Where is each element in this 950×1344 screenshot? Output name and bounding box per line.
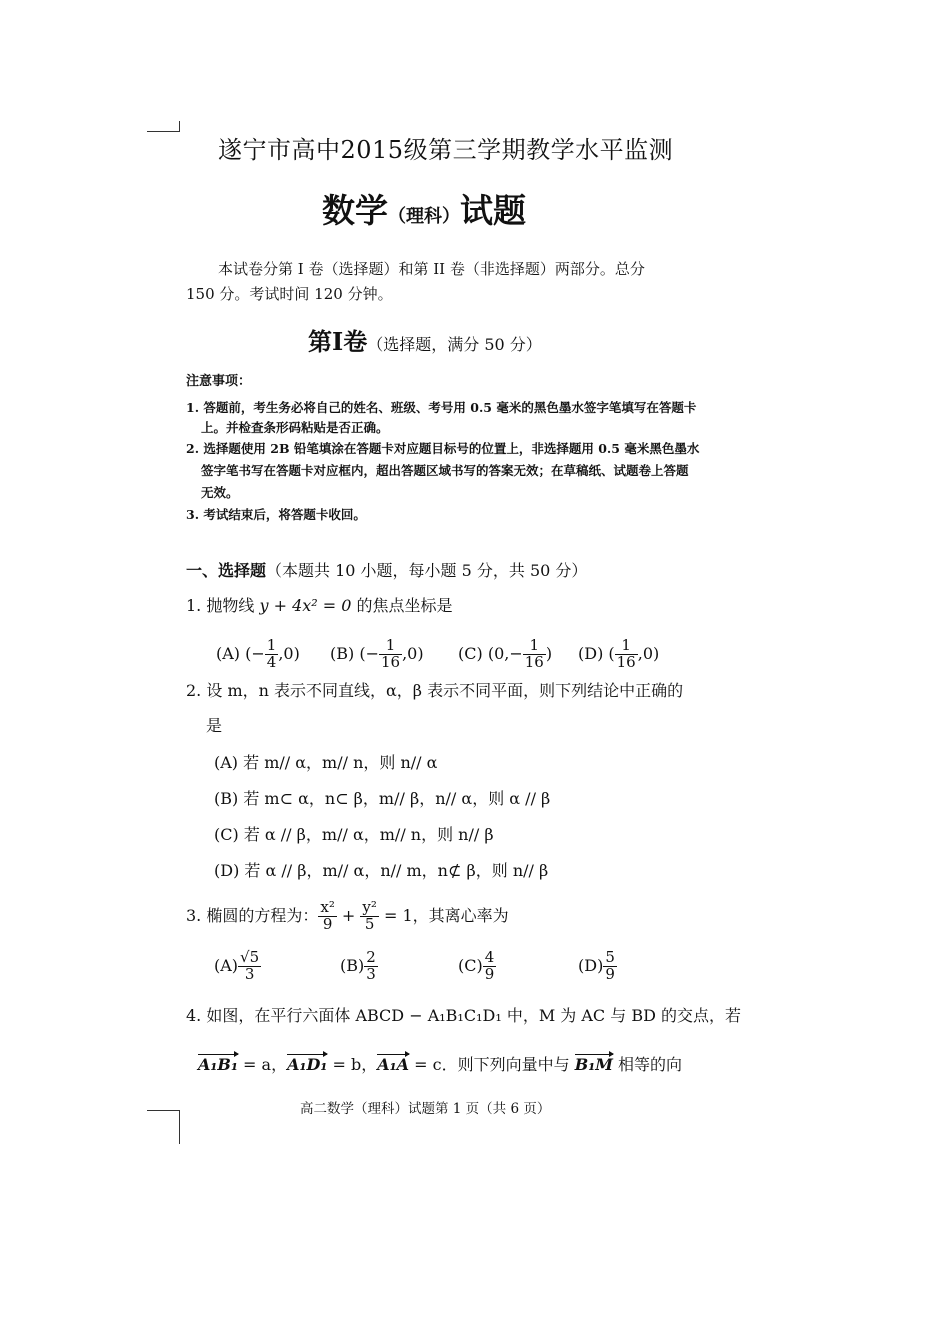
q3-c-fraction: [483, 950, 497, 983]
note-2b: 签字笔书写在答题卡对应框内，超出答题区域书写的答案无效；在草稿纸、试题卷上答题: [201, 463, 689, 478]
title-tail: 试题: [460, 191, 526, 230]
q3-fraction-x: [318, 900, 336, 933]
q1-c-num: 1: [523, 638, 546, 655]
q3-d-fraction: [603, 950, 617, 983]
q3-f2-den: 5: [364, 914, 375, 933]
vector-b1m: B₁M: [574, 1055, 613, 1074]
q3-c-num: 4: [484, 948, 495, 966]
q1-d-label: (D): [578, 643, 604, 663]
q3-stem-post: = 1，其离心率为: [378, 905, 509, 925]
exam-title-line1: 遂宁市高中2015级第三学期教学水平监测: [218, 136, 674, 164]
q1-a-num: 1: [266, 636, 277, 654]
vector-a1a: A₁A: [377, 1055, 410, 1074]
intro-line1: 本试卷分第 I 卷（选择题）和第 II 卷（非选择题）两部分。总分: [218, 260, 645, 278]
q1-b-den: 16: [380, 652, 401, 671]
q4-stem-line2: [198, 1057, 682, 1073]
q2-option-c: (C) 若 α // β，m// α，m// n，则 n// β: [214, 825, 494, 844]
q1-c-fraction: [523, 638, 546, 671]
q3-f1-num: x²: [320, 898, 335, 916]
q3-a-den: 3: [244, 964, 255, 983]
q1-option-c: (C) (0,− $\frac{1}{16}$ ): [458, 636, 553, 671]
crop-mark-bottom-v: [179, 1110, 180, 1144]
title-track: （理科）: [388, 206, 460, 227]
q3-stem-pre: 3. 椭圆的方程为：: [186, 905, 319, 925]
q3-option-a: [214, 950, 261, 983]
volume-note: （选择题，满分 50 分）: [367, 335, 542, 354]
q4-eq4: 相等的向: [612, 1055, 683, 1074]
q3-c-den: 9: [484, 964, 495, 983]
vector-a1d1: A₁D₁: [287, 1055, 328, 1074]
q3-c-label: (C): [458, 955, 483, 975]
q3-d-den: 9: [605, 964, 615, 983]
note-3: 3. 考试结束后，将答题卡收回。: [186, 507, 366, 522]
q3-a-num: √5: [240, 948, 260, 966]
note-1b: 上。并检查条形码粘贴是否正确。: [201, 420, 389, 435]
q1-option-b: (B) (− $\frac{1}{16}$ ,0): [330, 636, 424, 671]
q1-a-fraction: [265, 638, 279, 671]
crop-mark-top-h: [147, 131, 179, 132]
section-desc: （本题共 10 小题，每小题 5 分，共 50 分）: [266, 561, 588, 580]
q1-d-num: 1: [615, 638, 638, 655]
q1-stem-post: 的焦点坐标是: [351, 596, 453, 615]
q1-equation: y + 4x² = 0: [259, 596, 352, 615]
crop-mark-bottom-h: [147, 1110, 179, 1111]
q1-b-label: (B): [330, 643, 355, 663]
q2-stem-line1: 2. 设 m，n 表示不同直线，α，β 表示不同平面，则下列结论中正确的: [186, 681, 684, 700]
q2-option-a: (A) 若 m// α，m// n，则 n// α: [214, 753, 438, 772]
section-heading: [186, 563, 587, 579]
q3-b-den: 3: [366, 964, 376, 983]
q3-f1-den: 9: [322, 914, 333, 933]
q4-eq3: = c．则下列向量中与: [409, 1055, 575, 1074]
q4-stem-line1: 4. 如图，在平行六面体 ABCD − A₁B₁C₁D₁ 中，M 为 AC 与 BD 的交点，若: [186, 1006, 742, 1025]
volume-heading: [308, 327, 542, 356]
q3-d-label: (D): [578, 955, 604, 975]
q1-stem: [186, 598, 453, 614]
title-subject: 数学: [322, 191, 388, 230]
q1-b-num: 1: [379, 638, 402, 655]
q3-b-fraction: [364, 950, 378, 983]
q3-a-label: (A): [214, 955, 239, 975]
q3-a-fraction: [238, 950, 261, 983]
q4-eq1: = a，: [237, 1055, 288, 1074]
intro-line2: 150 分。考试时间 120 分钟。: [186, 285, 393, 303]
q1-stem-pre: 1. 抛物线: [186, 596, 260, 615]
q3-option-d: [578, 950, 617, 983]
notes-heading: 注意事项：: [186, 374, 252, 389]
q3-d-num: 5: [605, 948, 615, 966]
q1-c-den: 16: [524, 652, 544, 671]
q3-b-label: (B): [340, 955, 365, 975]
q1-option-a: (A) (− $\frac{1}{4}$ ,0): [216, 636, 300, 671]
q3-b-num: 2: [366, 948, 376, 966]
note-2a: 2. 选择题使用 2B 铅笔填涂在答题卡对应题目标号的位置上，非选择题用 0.5 毫米黑色墨水: [186, 441, 700, 456]
crop-mark-top-v: [179, 121, 180, 132]
volume-main: 第Ⅰ卷: [308, 327, 368, 356]
q3-fraction-y: [360, 900, 379, 933]
vector-a1b1: A₁B₁: [198, 1055, 238, 1074]
page-footer: 高二数学（理科）试题第 1 页（共 6 页）: [300, 1101, 551, 1117]
note-2c: 无效。: [201, 485, 239, 500]
q3-option-c: [458, 950, 496, 983]
q3-option-b: [340, 950, 378, 983]
q1-d-fraction: [615, 638, 638, 671]
q1-a-label: (A): [216, 643, 241, 663]
q1-option-d: (D) ( $\frac{1}{16}$ ,0): [578, 636, 660, 671]
q1-d-den: 16: [616, 652, 636, 671]
exam-title-line2: [322, 191, 526, 230]
q2-stem-line2: 是: [206, 716, 223, 735]
q3-stem: 3. 椭圆的方程为： $\frac{\text{x²}}{9}$ + $\frac{\text{y²}}{5}$ = 1，其离心率为: [186, 898, 509, 933]
section-label: 一、选择题: [186, 561, 267, 580]
q2-option-b: (B) 若 m⊂ α，n⊂ β，m// β，n// α，则 α // β: [214, 789, 551, 808]
q1-b-fraction: [379, 638, 402, 671]
q2-option-d: (D) 若 α // β，m// α，n// m，n⊄ β，则 n// β: [214, 861, 549, 880]
q4-eq2: = b，: [327, 1055, 378, 1074]
q1-a-den: 4: [266, 652, 277, 671]
q3-f2-num: y²: [362, 898, 377, 916]
note-1a: 1. 答题前，考生务必将自己的姓名、班级、考号用 0.5 毫米的黑色墨水签字笔填写在答题卡: [186, 400, 697, 415]
q1-c-label: (C): [458, 643, 483, 663]
